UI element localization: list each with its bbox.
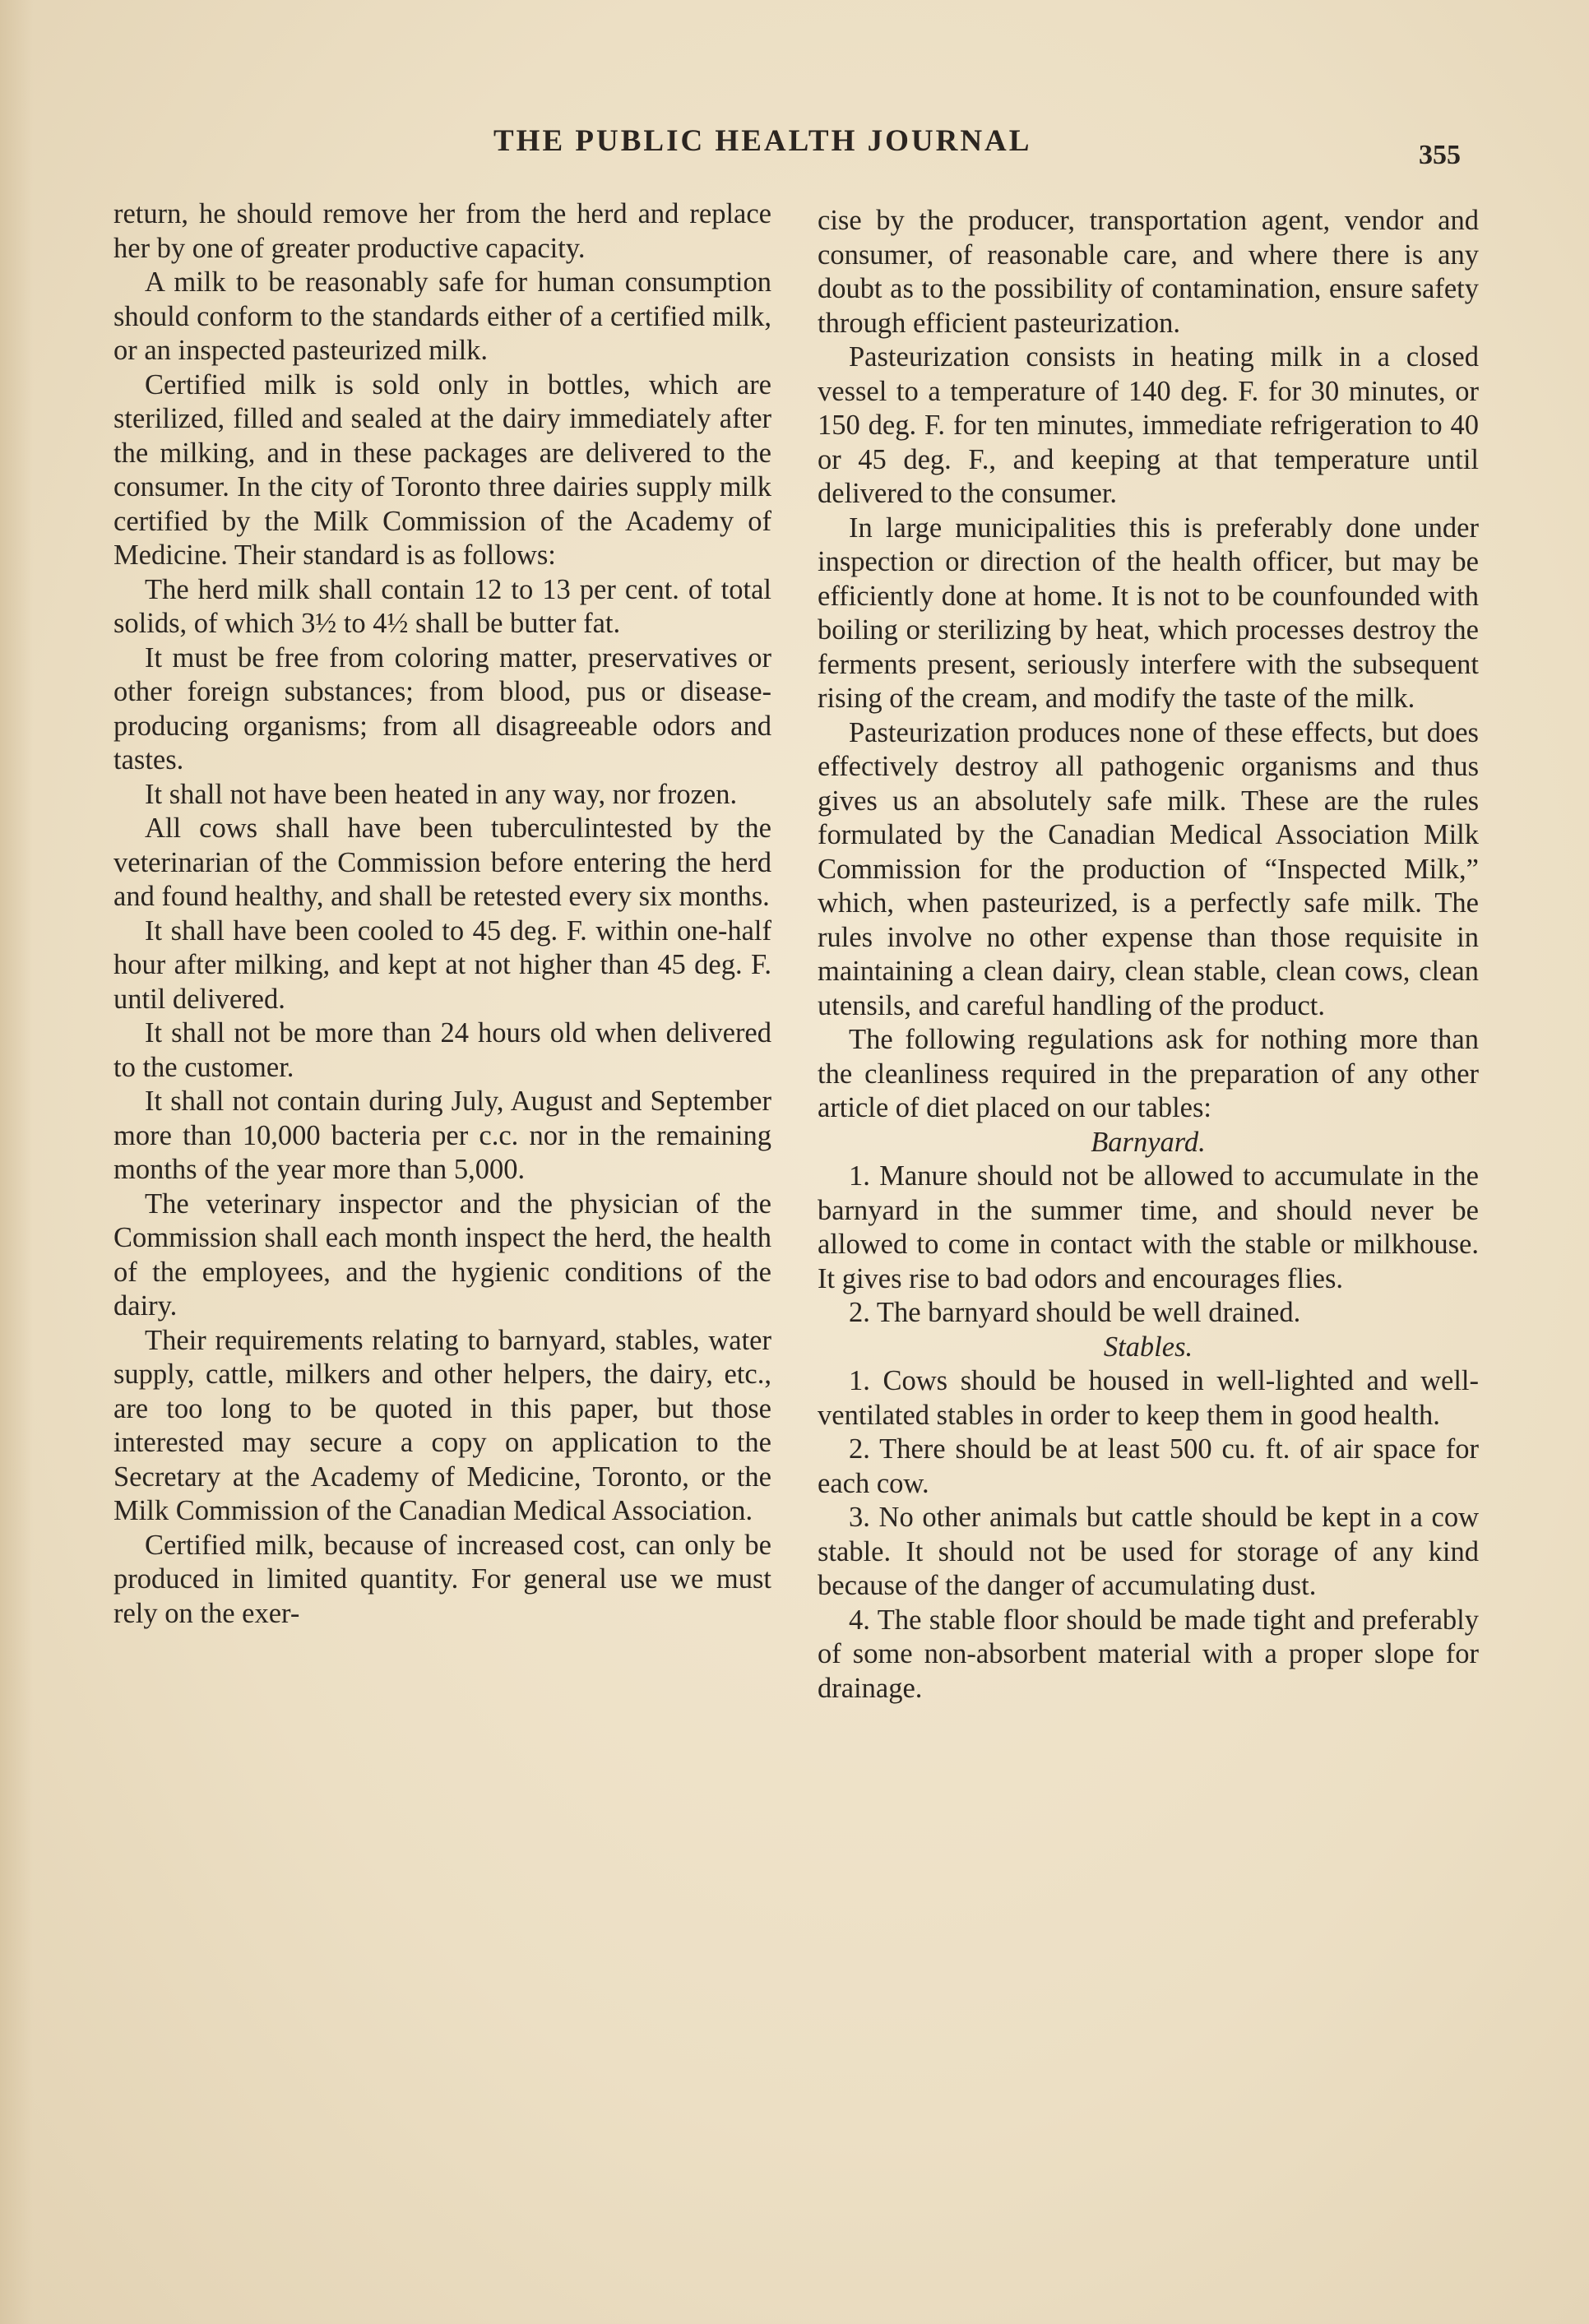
list-item: 1. Cows should be housed in well-lighted and well-ventilated stables in order to keep them in good health. [818, 1365, 1479, 1431]
list-item: 2. The barnyard should be well drained. [849, 1297, 1301, 1328]
paragraph: cise by the producer, transportation agent, vendor and consumer, of reasonable care, and where there is any doubt as to the possibility of contamination, ensure safety through efficient pasteurization. [818, 205, 1479, 339]
section-heading-stables: Stables. [1103, 1331, 1193, 1363]
paragraph: Pasteurization produces none of these effects, but does effectively destroy all pathogenic organisms and thus gives us an absolutely safe milk. These are the rules formulated by the Canadian Medical Association Milk Commission for the production of “Inspected Milk,” which, when pasteurized, is a perfectly safe milk. The rules involve no other expense than those requisite in maintaining a clean dairy, clean stable, clean cows, clean utensils, and careful handling of the product. [818, 716, 1479, 1021]
paragraph: Certified milk, because of increased cost, can only be produced in limited quantity. For general use we must rely on the exer- [114, 1529, 771, 1629]
paragraph: A milk to be reasonably safe for human consumption should conform to the standards either of a certified milk, or an inspected pasteurized milk. [114, 266, 771, 366]
page-number: 355 [1419, 140, 1461, 170]
section-heading-barnyard: Barnyard. [1091, 1126, 1206, 1158]
page-spine-shadow [0, 0, 33, 2324]
list-item: 3. No other animals but cattle should be kept in a cow stable. It should not be used for storage of any kind because of the danger of accumulating dust. [818, 1502, 1479, 1601]
paragraph: The herd milk shall contain 12 to 13 per cent. of total solids, of which 3½ to 4½ shall be butter fat. [114, 573, 771, 639]
running-title: THE PUBLIC HEALTH JOURNAL [493, 124, 1032, 158]
paragraph: return, he should remove her from the herd and replace her by one of greater productive capacity. [114, 198, 771, 264]
right-column [818, 204, 1479, 1706]
paragraph: The following regulations ask for nothing more than the cleanliness required in the preparation of any other article of diet placed on our tables: [818, 1024, 1479, 1123]
paragraph: It shall not contain during July, August and September more than 10,000 bacteria per c.c. nor in the remaining months of the year more than 5,000. [114, 1086, 771, 1185]
left-column [114, 197, 771, 1631]
paragraph: Pasteurization consists in heating milk in a closed vessel to a temperature of 140 deg. F. for 30 minutes, or 150 deg. F. for ten minutes, immediate refrigeration to 40 or 45 deg. F., and keeping at that temperature until delivered to the consumer. [818, 341, 1479, 509]
page-header [0, 123, 1589, 173]
paragraph: The veterinary inspector and the physician of the Commission shall each month inspect the herd, the health of the employees, and the hygienic conditions of the dairy. [114, 1187, 771, 1322]
paragraph: Their requirements relating to barnyard, stables, water supply, cattle, milkers and other helpers, the dairy, etc., are too long to be quoted in this paper, but those interested may secure a copy on application to the Secretary at the Academy of Medicine, Toronto, or the Milk Commission of the Canadian Medical Association. [114, 1324, 771, 1526]
paragraph: All cows shall have been tuberculintested by the veterinarian of the Commission before entering the herd and found healthy, and shall be retested every six months. [114, 812, 771, 912]
paragraph: In large municipalities this is preferably done under inspection or direction of the health officer, but may be efficiently done at home. It is not to be counfounded with boiling or sterilizing by heat, which processes destroy the ferments present, seriously interfere with the subsequent rising of the cream, and modify the taste of the milk. [818, 512, 1479, 714]
paragraph: It must be free from coloring matter, preservatives or other foreign substances; from blood, pus or disease-producing organisms; from all disagreeable odors and tastes. [114, 641, 771, 775]
list-item: 4. The stable floor should be made tight and preferably of some non-absorbent material with a proper slope for drainage. [818, 1604, 1479, 1704]
list-item: 2. There should be at least 500 cu. ft. of air space for each cow. [818, 1433, 1479, 1499]
paragraph: Certified milk is sold only in bottles, which are sterilized, filled and sealed at the dairy immediately after the milking, and in these packages are delivered to the consumer. In the city of Toronto three dairies supply milk certified by the Milk Commission of the Academy of Medicine. Their standard is as follows: [114, 368, 771, 571]
paragraph: It shall have been cooled to 45 deg. F. within one-half hour after milking, and kept at not higher than 45 deg. F. until delivered. [114, 914, 771, 1015]
paragraph: It shall not be more than 24 hours old when delivered to the customer. [114, 1017, 771, 1083]
paragraph: It shall not have been heated in any way, nor frozen. [145, 778, 738, 810]
list-item: 1. Manure should not be allowed to accumulate in the barnyard in the summer time, and should never be allowed to come in contact with the stable or milkhouse. It gives rise to bad odors and encourages flies. [818, 1160, 1479, 1294]
